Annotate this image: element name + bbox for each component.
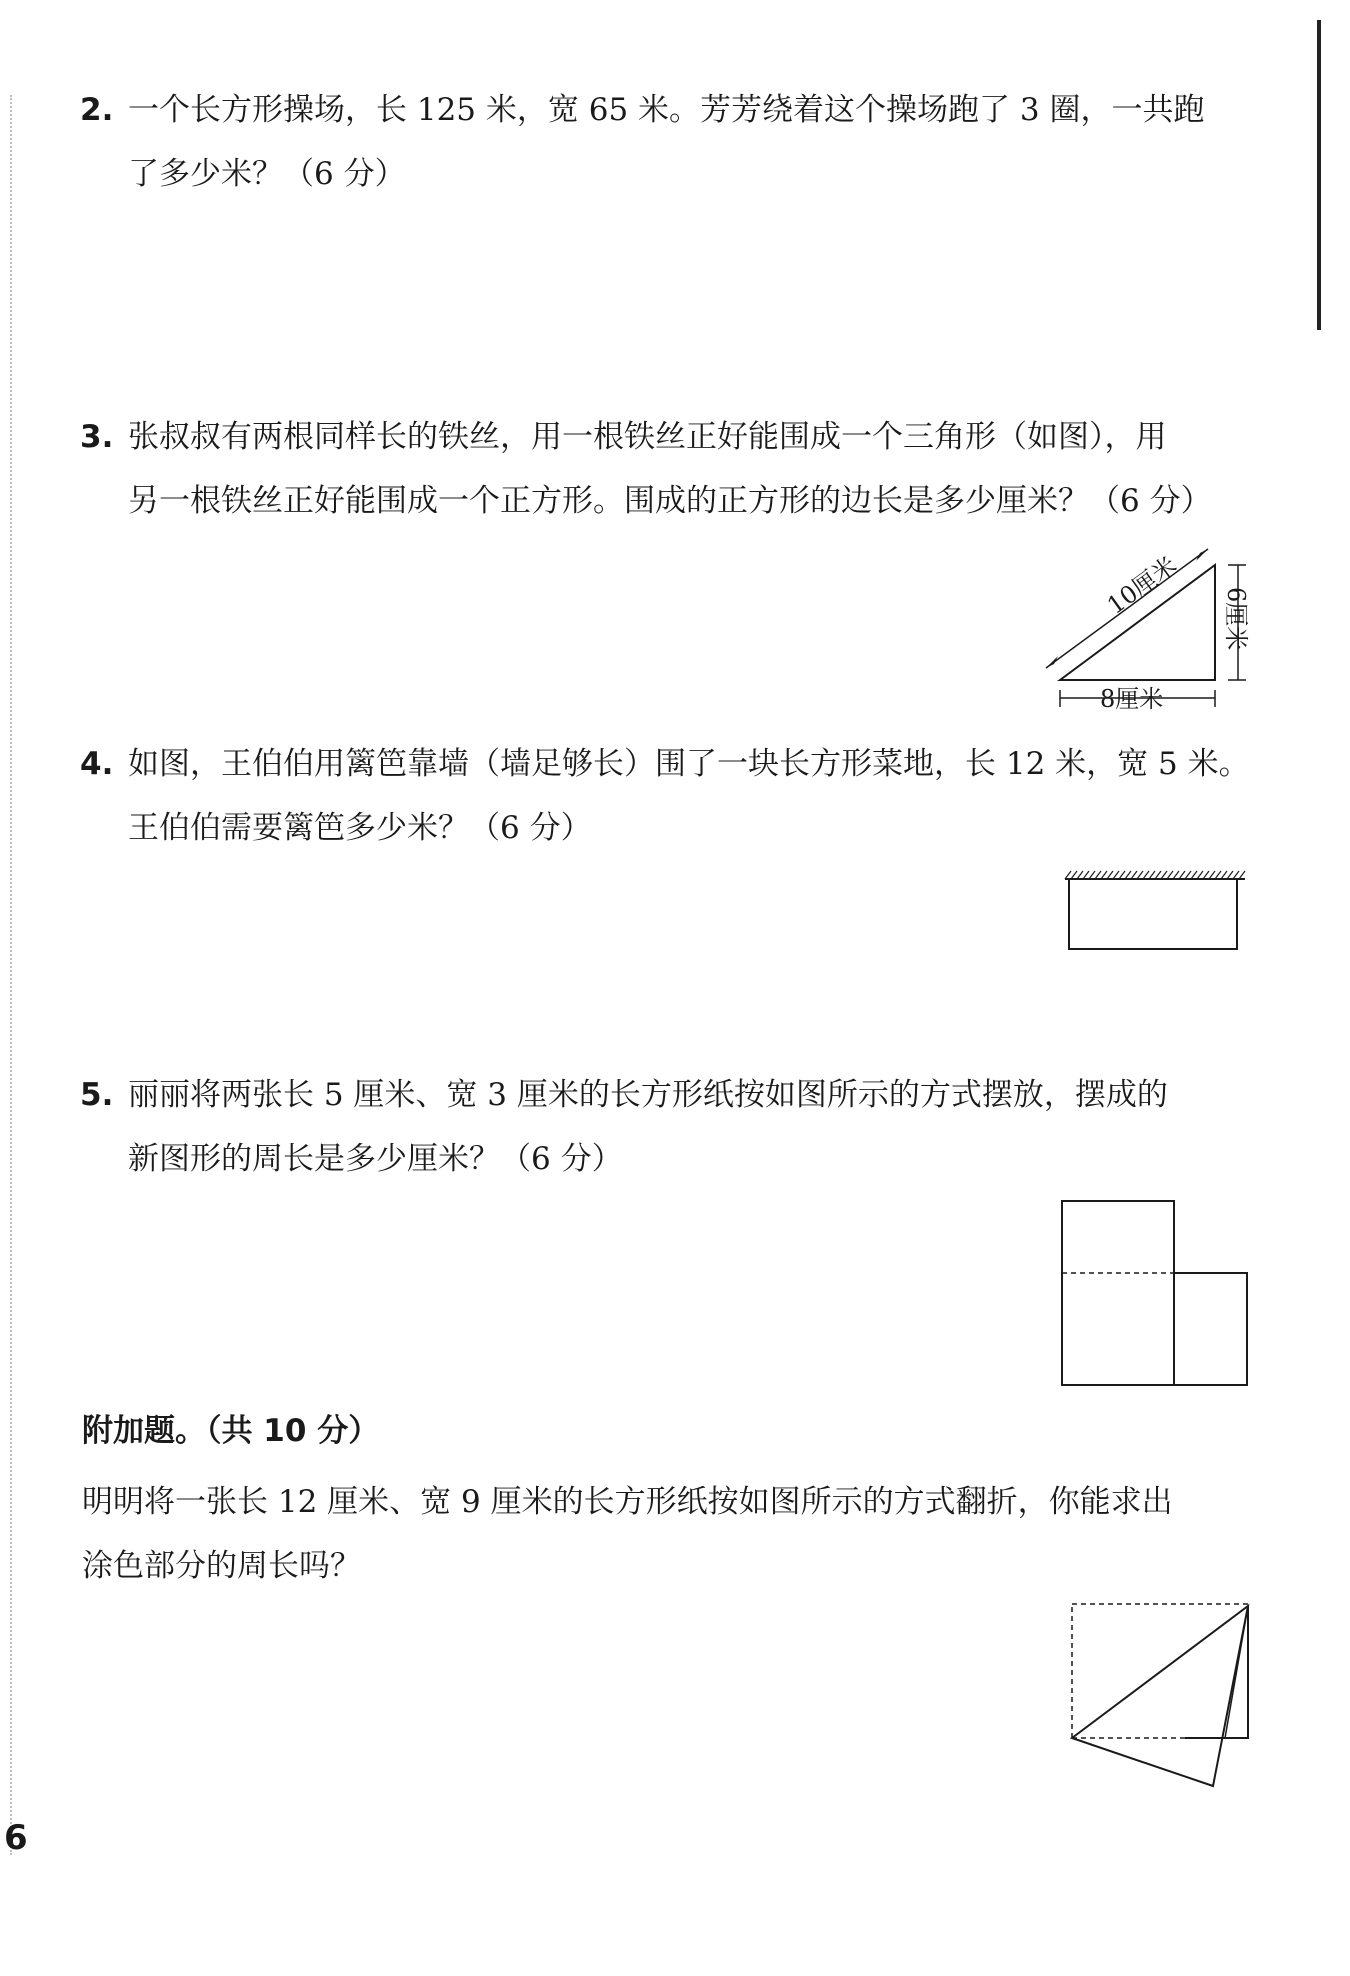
question-text-line2: 新图形的周长是多少厘米？（6 分） — [128, 1141, 623, 1177]
wall-fence-figure — [1055, 865, 1255, 955]
question-3 — [80, 405, 1250, 533]
question-number: 5. — [80, 1077, 114, 1113]
page-edge-line — [1317, 20, 1321, 330]
question-text-line2: 了多少米？（6 分） — [128, 156, 406, 192]
fence-rectangle — [1069, 879, 1237, 949]
question-text-line1: 丽丽将两张长 5 厘米、宽 3 厘米的长方形纸按如图所示的方式摆放，摆成的 — [128, 1077, 1168, 1113]
question-text-line1: 张叔叔有两根同样长的铁丝，用一根铁丝正好能围成一个三角形（如图），用 — [128, 419, 1167, 455]
folded-flap — [1072, 1606, 1248, 1786]
question-number: 3. — [80, 419, 114, 455]
question-number: 4. — [80, 746, 114, 782]
question-text-line2: 王伯伯需要篱笆多少米？（6 分） — [128, 810, 592, 846]
hypotenuse-label: 10厘米 — [1102, 551, 1183, 620]
two-rectangles-figure — [1055, 1195, 1255, 1390]
question-number: 2. — [80, 92, 114, 128]
vertical-label: 6厘米 — [1222, 587, 1250, 651]
bonus-question — [82, 1470, 1252, 1598]
wall-hatching — [1065, 871, 1245, 879]
question-text-line1: 如图，王伯伯用篱笆靠墙（墙足够长）围了一块长方形菜地，长 12 米，宽 5 米。 — [128, 746, 1250, 782]
question-2 — [80, 78, 1250, 206]
binding-margin-dots — [10, 95, 12, 1855]
folded-rectangle-figure — [1065, 1598, 1255, 1793]
short-rectangle — [1174, 1273, 1247, 1385]
question-text-line2: 另一根铁丝正好能围成一个正方形。围成的正方形的边长是多少厘米？（6 分） — [128, 483, 1212, 519]
page-number: 6 — [4, 1818, 28, 1858]
tall-rectangle — [1062, 1201, 1174, 1385]
bonus-title: 附加题。（共 10 分） — [82, 1413, 380, 1449]
bonus-text-line1: 明明将一张长 12 厘米、宽 9 厘米的长方形纸按如图所示的方式翻折，你能求出 — [82, 1484, 1173, 1520]
question-4 — [80, 732, 1250, 860]
triangle-figure — [1040, 535, 1260, 715]
base-label: 8厘米 — [1100, 685, 1164, 713]
question-text-line1: 一个长方形操场，长 125 米，宽 65 米。芳芳绕着这个操场跑了 3 圈，一共跑 — [128, 92, 1205, 128]
question-5 — [80, 1063, 1250, 1191]
bonus-text-line2: 涂色部分的周长吗？ — [82, 1548, 361, 1584]
